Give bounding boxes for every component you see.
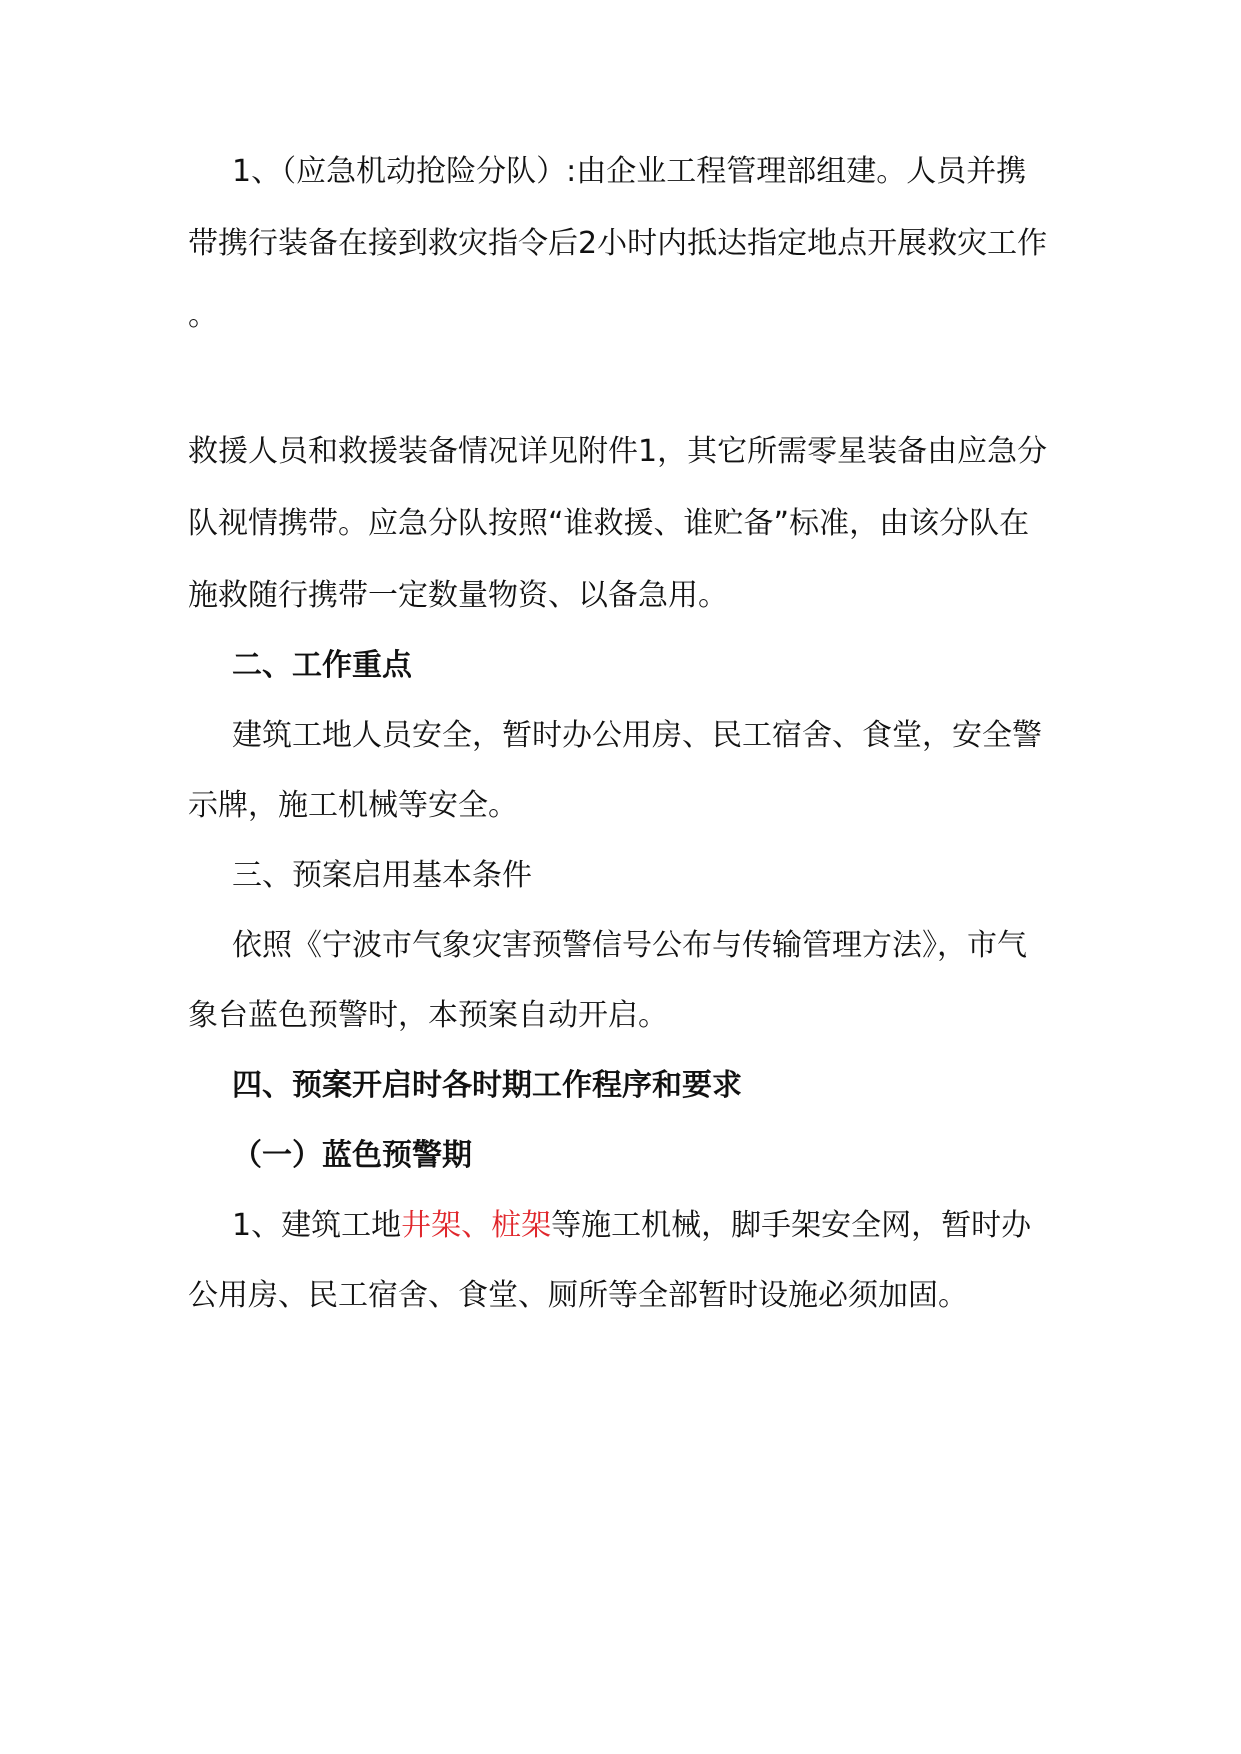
line-text: 等施工机械，脚手架安全网，暂时办 (551, 1208, 1032, 1243)
paragraph-line: 示牌，施工机械等安全。 (188, 788, 518, 823)
section-heading: 二、工作重点 (232, 648, 412, 683)
paragraph-line: 队视情携带。应急分队按照“谁救援、谁贮备”标准，由该分队在 (188, 506, 1030, 541)
paragraph-line: 象台蓝色预警时，本预案自动开启。 (188, 998, 668, 1033)
paragraph-line: 带携行装备在接到救灾指令后2小时内抵达指定地点开展救灾工作 (188, 226, 1048, 261)
paragraph-line: 施救随行携带一定数量物资、以备急用。 (188, 578, 728, 613)
paragraph-line: 依照《宁波市气象灾害预警信号公布与传输管理方法》，市气 (232, 928, 1027, 963)
subsection-heading: （一）蓝色预警期 (232, 1138, 472, 1173)
highlighted-text: 井架、桩架 (401, 1208, 552, 1243)
paragraph-line: 公用房、民工宿舍、食堂、厕所等全部暂时设施必须加固。 (188, 1278, 968, 1313)
paragraph-line: 救援人员和救援装备情况详见附件1，其它所需零星装备由应急分 (188, 434, 1048, 469)
paragraph-line (232, 1206, 1068, 1246)
line-text: 1、建筑工地 (232, 1208, 402, 1243)
paragraph-line: 1、（应急机动抢险分队）:由企业工程管理部组建。人员并携 (232, 154, 1027, 189)
section-heading: 三、预案启用基本条件 (232, 858, 532, 893)
paragraph-line: 建筑工地人员安全，暂时办公用房、民工宿舍、食堂，安全警 (232, 718, 1042, 753)
section-heading: 四、预案开启时各时期工作程序和要求 (232, 1068, 742, 1103)
paragraph-line: 。 (188, 298, 218, 333)
